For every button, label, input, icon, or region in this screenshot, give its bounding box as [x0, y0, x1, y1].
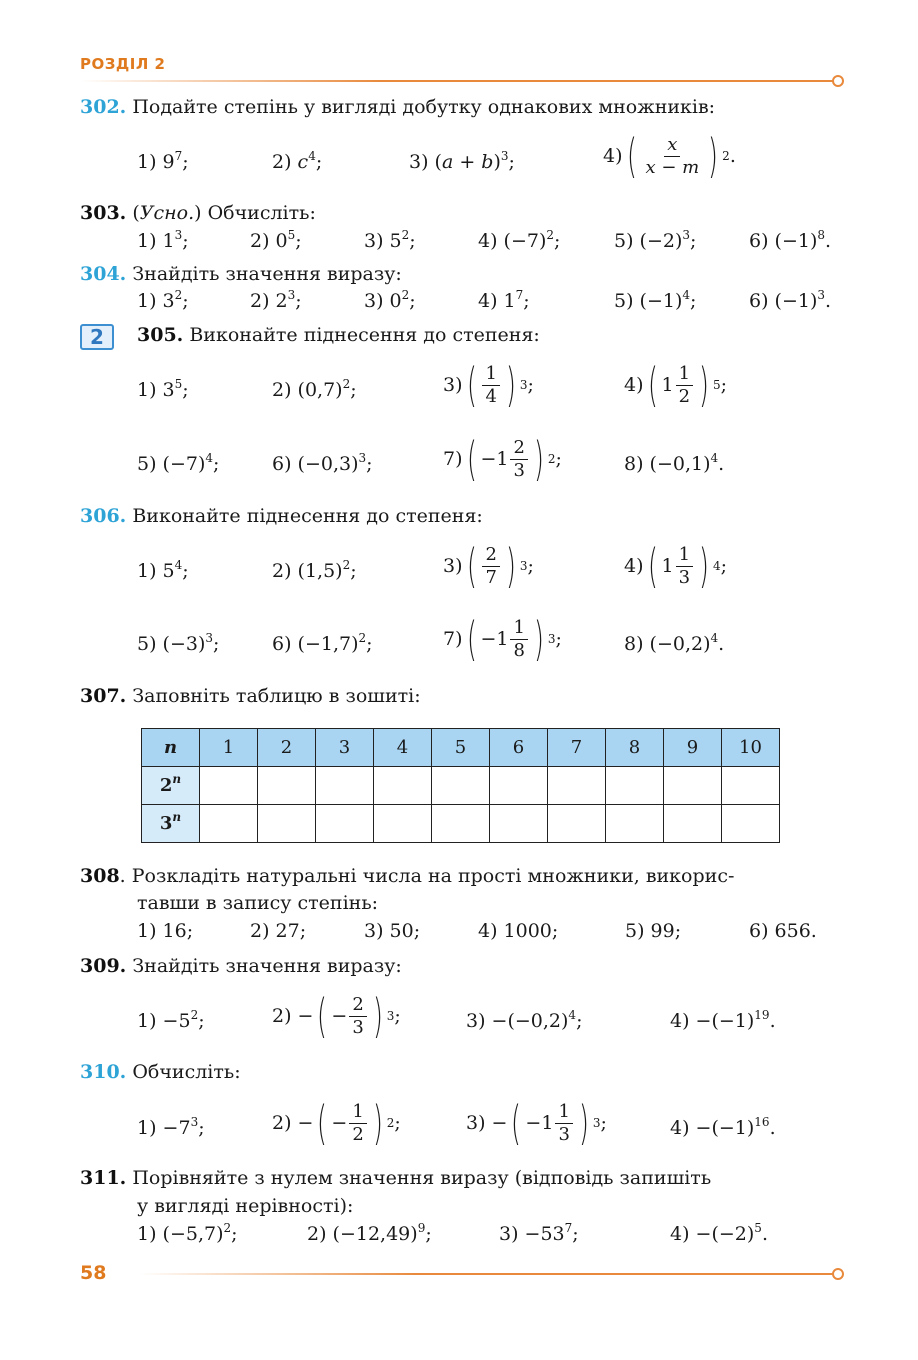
- p309-item-2: 2) − ( − $\frac{2}{3}$ ) 3 ;: [272, 989, 401, 1043]
- p305-item-7: 7) ( −1 $\frac{2}{3}$ ) 2 ;: [443, 432, 562, 486]
- table-col-header: 8: [606, 729, 664, 767]
- p302-item-2: 2) $c^4$;: [272, 149, 323, 173]
- page-number: 58: [80, 1262, 107, 1284]
- p306-item-6: 6) $(-1,7)^2$;: [272, 631, 373, 655]
- problem-number: 303.: [80, 202, 127, 224]
- p306-item-1: 1) $5^4$;: [137, 558, 189, 582]
- table-col-header: 6: [490, 729, 548, 767]
- p310-item-3: 3) − ( −1 $\frac{1}{3}$ ) 3 ;: [466, 1096, 607, 1150]
- p306-item-3: 3) ( $\frac{2}{7}$ ) 3 ;: [443, 539, 534, 593]
- level-badge: 2: [80, 324, 114, 350]
- p304-item-5: 5) $(-1)^4$;: [614, 288, 697, 312]
- problem-number: 308: [80, 865, 120, 887]
- table-cell: [548, 767, 606, 805]
- p304-item-4: 4) $1^7$;: [478, 288, 530, 312]
- p305-item-2: 2) $(0,7)^2$;: [272, 377, 357, 401]
- table-col-header: 9: [664, 729, 722, 767]
- p306-item-7: 7) ( −1 $\frac{1}{8}$ ) 3 ;: [443, 612, 562, 666]
- problem-306: 306. Виконайте піднесення до степеня:: [80, 505, 483, 527]
- table-cell: [606, 805, 664, 843]
- p308-item-1: 1) 16;: [137, 920, 194, 942]
- table-cell: [200, 767, 258, 805]
- p306-item-8: 8) $(-0,2)^4$.: [624, 631, 725, 655]
- problem-309: 309. Знайдіть значення виразу:: [80, 955, 402, 977]
- table-cell: [548, 805, 606, 843]
- table-cell: [200, 805, 258, 843]
- problem-number: 305.: [137, 324, 184, 346]
- table-cell: [722, 767, 780, 805]
- p303-item-4: 4) $(-7)^2$;: [478, 228, 561, 252]
- p308-item-4: 4) 1000;: [478, 920, 559, 942]
- table-cell: [316, 767, 374, 805]
- table-cell: [606, 767, 664, 805]
- p311-item-3: $3) -53^7$;: [499, 1221, 579, 1245]
- table-col-header: 5: [432, 729, 490, 767]
- p308-item-5: 5) 99;: [625, 920, 682, 942]
- table-cell: [374, 767, 432, 805]
- p309-item-4: $4) -(-1)^{19}$.: [670, 1008, 776, 1032]
- problem-304: 304. Знайдіть значення виразу:: [80, 263, 402, 285]
- problem-308: 308. Розкладіть натуральні числа на прості множники, викорис-: [80, 865, 735, 887]
- p304-item-3: 3) $0^2$;: [364, 288, 416, 312]
- problem-number: 306.: [80, 505, 127, 527]
- problem-number: 310.: [80, 1061, 127, 1083]
- section-title: РОЗДІЛ 2: [80, 55, 166, 73]
- table-row: [142, 767, 780, 805]
- table-row-header: 2$^n$: [142, 767, 200, 805]
- p310-item-1: $1) -7^3$;: [137, 1115, 205, 1139]
- footer-rule: [140, 1273, 834, 1275]
- table-cell: [258, 805, 316, 843]
- table-cell: [374, 805, 432, 843]
- header-rule-dot: [832, 75, 844, 87]
- p308-item-6: 6) 656.: [749, 920, 817, 942]
- p306-item-5: 5) $(-3)^3$;: [137, 631, 220, 655]
- problem-number: 307.: [80, 685, 127, 707]
- table-cell: [664, 805, 722, 843]
- table-row: [142, 805, 780, 843]
- p303-item-3: 3) $5^2$;: [364, 228, 416, 252]
- table-cell: [316, 805, 374, 843]
- powers-table: [141, 728, 780, 843]
- table-col-header: 4: [374, 729, 432, 767]
- p309-item-1: $1) -5^2$;: [137, 1008, 205, 1032]
- p303-item-6: 6) $(-1)^8$.: [749, 228, 832, 252]
- problem-308-cont: тавши в запису степінь:: [137, 892, 379, 914]
- problem-302: [80, 95, 715, 119]
- table-cell: [722, 805, 780, 843]
- problem-307: 307. Заповніть таблицю в зошиті:: [80, 685, 421, 707]
- p303-item-5: 5) $(-2)^3$;: [614, 228, 697, 252]
- p303-item-1: 1) $1^3$;: [137, 228, 189, 252]
- p311-item-2: 2) $(-12,49)^9$;: [307, 1221, 432, 1245]
- p305-item-3: 3) ( $\frac{1}{4}$ ) 3 ;: [443, 358, 534, 412]
- table-col-header: 7: [548, 729, 606, 767]
- p304-item-1: 1) $3^2$;: [137, 288, 189, 312]
- problem-number: 311.: [80, 1167, 127, 1189]
- p302-item-4: 4) ( $\frac{x}{x - m}$ ) 2 .: [603, 129, 736, 183]
- table-cell: [664, 767, 722, 805]
- p308-item-3: 3) 50;: [364, 920, 421, 942]
- table-header-row: [142, 729, 780, 767]
- table-cell: [490, 805, 548, 843]
- table-cell: [258, 767, 316, 805]
- table-col-header: 2: [258, 729, 316, 767]
- p310-item-4: $4) -(-1)^{16}$.: [670, 1115, 776, 1139]
- p303-item-2: 2) $0^5$;: [250, 228, 302, 252]
- p304-item-6: 6) $(-1)^3$.: [749, 288, 832, 312]
- problem-311: 311. Порівняйте з нулем значення виразу (відповідь запишіть: [80, 1167, 712, 1189]
- p305-item-5: 5) $(-7)^4$;: [137, 451, 220, 475]
- p306-item-2: 2) $(1,5)^2$;: [272, 558, 357, 582]
- p309-item-3: $3) -(-0,2)^4$;: [466, 1008, 583, 1032]
- p308-item-2: 2) 27;: [250, 920, 307, 942]
- p306-item-4: 4) ( 1 $\frac{1}{3}$ ) 4 ;: [624, 539, 728, 593]
- table-col-header: 1: [200, 729, 258, 767]
- problem-number: 304.: [80, 263, 127, 285]
- problem-text: Подайте степінь у вигляді добутку однакових множників:: [132, 96, 716, 118]
- header-rule: [80, 80, 834, 82]
- table-cell: [432, 805, 490, 843]
- footer-rule-dot: [832, 1268, 844, 1280]
- p304-item-2: 2) $2^3$;: [250, 288, 302, 312]
- p302-item-3: 3) $(a + b)^3$;: [409, 149, 515, 173]
- p310-item-2: 2) − ( − $\frac{1}{2}$ ) 2 ;: [272, 1096, 401, 1150]
- p302-item-1: 1) $9^7$;: [137, 149, 189, 173]
- problem-303: 303. (Усно.) Обчисліть:: [80, 202, 316, 224]
- table-header-n: n: [142, 729, 200, 767]
- table-col-header: 3: [316, 729, 374, 767]
- table-cell: [432, 767, 490, 805]
- problem-311-cont: у вигляді нерівності):: [137, 1195, 354, 1217]
- problem-number: 302.: [80, 96, 127, 118]
- problem-305: 305. Виконайте піднесення до степеня:: [137, 324, 540, 346]
- p305-item-4: 4) ( 1 $\frac{1}{2}$ ) 5 ;: [624, 358, 728, 412]
- problem-number: 309.: [80, 955, 127, 977]
- p305-item-1: 1) $3^5$;: [137, 377, 189, 401]
- table-row-header: 3$^n$: [142, 805, 200, 843]
- p305-item-6: 6) $(-0,3)^3$;: [272, 451, 373, 475]
- p305-item-8: 8) $(-0,1)^4$.: [624, 451, 725, 475]
- problem-310: 310. Обчисліть:: [80, 1061, 241, 1083]
- table-cell: [490, 767, 548, 805]
- p311-item-4: $4) -(-2)^5$.: [670, 1221, 768, 1245]
- table-col-header: 10: [722, 729, 780, 767]
- p311-item-1: 1) $(-5,7)^2$;: [137, 1221, 238, 1245]
